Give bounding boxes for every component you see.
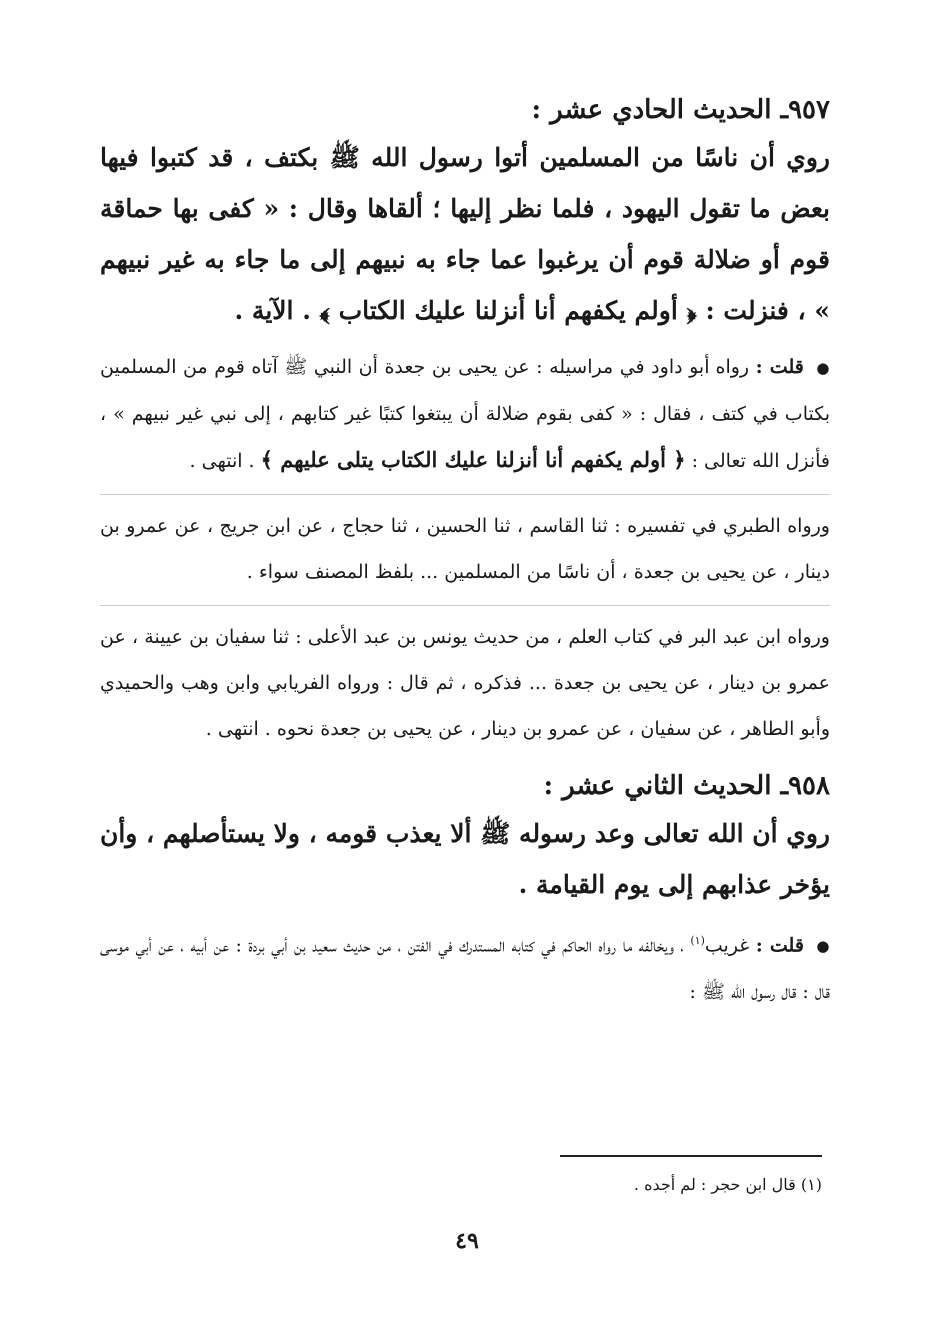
divider (100, 494, 830, 495)
page-content (100, 90, 830, 1015)
footnote-ref[interactable]: (١) (690, 934, 705, 947)
page-number: ٤٩ (455, 1228, 479, 1254)
divider (100, 605, 830, 606)
footnote: (١) قال ابن حجر : لم أجده . (633, 1175, 822, 1194)
hadith-957-note-2: ورواه الطبري في تفسيره : ثنا القاسم ، ثنا الحسين ، ثنا حجاج ، عن ابن جريج ، عن عمرو بن دينار ، عن يحيى بن جعدة ، أن ناسًا من المسلمين ... بلفظ المصنف سواء . (100, 515, 830, 583)
note-end: . انتهى . (189, 450, 255, 472)
hadith-957-note-1 (100, 344, 830, 484)
footnote-rule (560, 1155, 822, 1157)
hadith-958-note (100, 918, 830, 1015)
quran-quote: ﴿ أولم يكفهم أنا أنزلنا عليك الكتاب يتلى عليهم ﴾ (260, 447, 686, 472)
note-text: ، ويخالفه ما رواه الحاكم في كتابه المستدرك في الفتن ، من حديث سعيد بن أبي بردة : عن أبيه ، عن أبي موسى قال : قال رسول الله ﷺ : (100, 934, 830, 1004)
hadith-957-title: ٩٥٧ـ الحديث الحادي عشر : (531, 95, 830, 125)
bullet-icon: ● (816, 359, 830, 377)
hadith-958-text: روي أن الله تعالى وعد رسوله ﷺ ألا يعذب قومه ، ولا يستأصلهم ، وأن يؤخر عذابهم إلى يوم القيامة . (100, 819, 830, 899)
note-label: قلت : (755, 356, 804, 378)
note-label: قلت : (755, 934, 804, 957)
hadith-957-note-3: ورواه ابن عبد البر في كتاب العلم ، من حديث يونس بن عبد الأعلى : ثنا سفيان بن عيينة ، عن عمرو بن دينار ، عن يحيى بن جعدة ... فذكره ، ثم قال : ورواه الفريابي وابن وهب والحميدي وأبو الطاهر ، عن سفيان ، عن عمرو بن دينار ، عن يحيى بن جعدة نحوه . انتهى . (100, 626, 830, 740)
note-word: غريب (704, 934, 750, 957)
hadith-957-text: روي أن ناسًا من المسلمين أتوا رسول الله ﷺ بكتف ، قد كتبوا فيها بعض ما تقول اليهود ، فلما نظر إليها ؛ ألقاها وقال : « كفى بها حماقة قوم أو ضلالة قوم أن يرغبوا عما جاء به نبيهم إلى ما جاء به غير نبيهم » ، فنزلت : ﴿ أولم يكفهم أنا أنزلنا عليك الكتاب ﴾ . الآية . (100, 143, 830, 325)
hadith-958-title: ٩٥٨ـ الحديث الثاني عشر : (543, 771, 830, 801)
note-text: رواه أبو داود في مراسيله : عن يحيى بن جعدة أن النبي ﷺ آتاه قوم من المسلمين بكتاب في كتف ، فقال : « كفى بقوم ضلالة أن يبتغوا كتبًا غير كتابهم ، إلى نبي غير نبيهم » ، فأنزل الله تعالى : (100, 356, 830, 472)
bullet-icon: ● (816, 937, 830, 956)
